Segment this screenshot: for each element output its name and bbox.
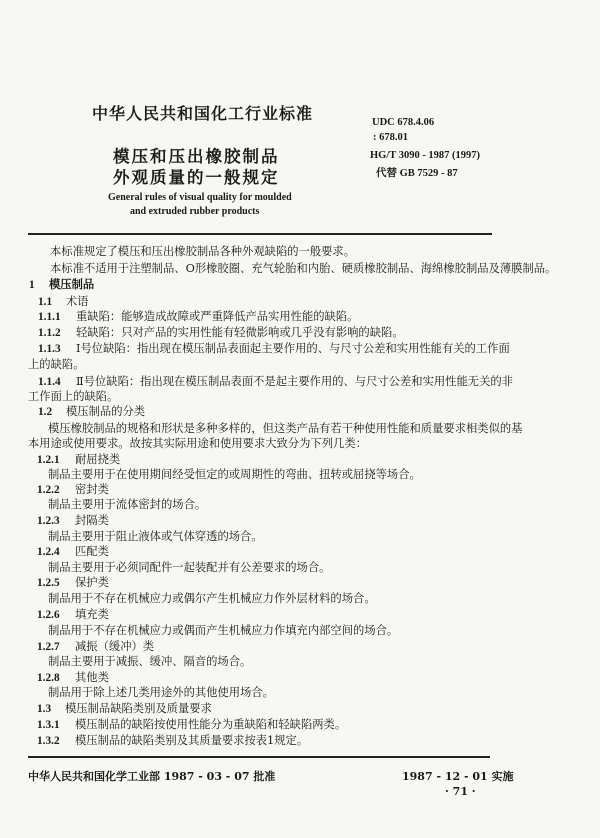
section-heading: 1.3 模压制品缺陷类别及质量要求 <box>37 702 212 715</box>
clause-heading: 1.2.3 封隔类 <box>37 514 109 527</box>
clause: 1.3.1 模压制品的缺陷按使用性能分为重缺陷和轻缺陷两类。 <box>37 718 347 731</box>
clause-text: 制品主要用于流体密封的场合。 <box>48 498 207 511</box>
document-title-line1: 模压和压出橡胶制品 <box>113 147 280 166</box>
page-number: · 71 · <box>445 785 476 798</box>
english-title-line2: and extruded rubber products <box>130 206 260 217</box>
clause-heading: 1.2.6 填充类 <box>37 608 109 621</box>
paragraph-continuation: 本用途或使用要求。故按其实际用途和使用要求大致分为下列几类： <box>28 437 367 450</box>
clause-heading: 1.2.2 密封类 <box>37 483 109 496</box>
paragraph: 模压橡胶制品的规格和形状是多种多样的，但这类产品有若干种使用性能和质量要求相类似的基 <box>48 422 523 435</box>
clause-continuation: 上的缺陷。 <box>28 358 85 371</box>
clause: 1.1.3 Ⅰ号位缺陷：指出现在模压制品表面起主要作用的、与尺寸公差和实用性能有关的工作面 <box>38 342 510 355</box>
section-heading: 1.2 模压制品的分类 <box>38 405 146 418</box>
english-title-line1: General rules of visual quality for moulded <box>108 192 292 203</box>
replaces-standard: 代替 GB 7529 - 87 <box>376 168 458 179</box>
clause-text: 制品主要用于阻止液体或气体穿透的场合。 <box>48 530 263 543</box>
clause: 1.1.2 轻缺陷：只对产品的实用性能有轻微影响或几乎没有影响的缺陷。 <box>38 326 404 339</box>
udc-code: UDC 678.4.06 <box>372 117 435 128</box>
standard-number: HG/T 3090 - 1987 (1997) <box>370 150 481 161</box>
top-rule <box>28 233 492 235</box>
clause-heading: 1.2.7 减振（缓冲）类 <box>37 640 155 653</box>
issuing-standard-title: 中华人民共和国化工行业标准 <box>92 104 314 123</box>
section-heading: 1.1 术语 <box>38 295 89 308</box>
clause-heading: 1.2.1 耐屈挠类 <box>37 453 121 466</box>
clause-text: 制品主要用于减振、缓冲、隔音的场合。 <box>48 655 252 668</box>
clause: 1.3.2 模压制品的缺陷类别及其质量要求按表1规定。 <box>37 734 309 747</box>
clause-text: 制品用于不存在机械应力或偶尔产生机械应力作外层材料的场合。 <box>48 592 376 605</box>
implementation-date: 1987 - 12 - 01 实施 <box>402 770 514 783</box>
clause-text: 制品主要用于必须同配件一起装配并有公差要求的场合。 <box>48 561 331 574</box>
bottom-rule <box>28 756 490 758</box>
section-heading: 1 模压制品 <box>29 277 95 291</box>
clause-heading: 1.2.4 匹配类 <box>37 545 109 558</box>
clause: 1.1.1 重缺陷：能够造成故障或严重降低产品实用性能的缺陷。 <box>38 310 359 323</box>
intro-paragraph: 本标准不适用于注塑制品、O形橡胶圈、充气轮胎和内胎、硬质橡胶制品、海绵橡胶制品及薄膜制品。 <box>50 262 557 275</box>
clause-heading: 1.2.5 保护类 <box>37 576 109 589</box>
clause-heading: 1.2.8 其他类 <box>37 671 109 684</box>
intro-paragraph: 本标准规定了模压和压出橡胶制品各种外观缺陷的一般要求。 <box>50 245 356 258</box>
udc-code-sub: : 678.01 <box>373 132 408 143</box>
clause-text: 制品用于不存在机械应力或偶而产生机械应力作填充内部空间的场合。 <box>48 624 399 637</box>
clause: 1.1.4 Ⅱ号位缺陷：指出现在模压制品表面不是起主要作用的、与尺寸公差和实用性能无关的非 <box>38 375 513 388</box>
clause-text: 制品用于除上述几类用途外的其他使用场合。 <box>48 686 274 699</box>
document-title-line2: 外观质量的一般规定 <box>113 168 280 187</box>
clause-text: 制品主要用于在使用期间经受恒定的或周期性的弯曲、扭转或屈挠等场合。 <box>48 468 421 481</box>
clause-continuation: 工作面上的缺陷。 <box>28 390 119 403</box>
approval-line: 中华人民共和国化学工业部 1987 - 03 - 07 批准 <box>28 770 276 783</box>
